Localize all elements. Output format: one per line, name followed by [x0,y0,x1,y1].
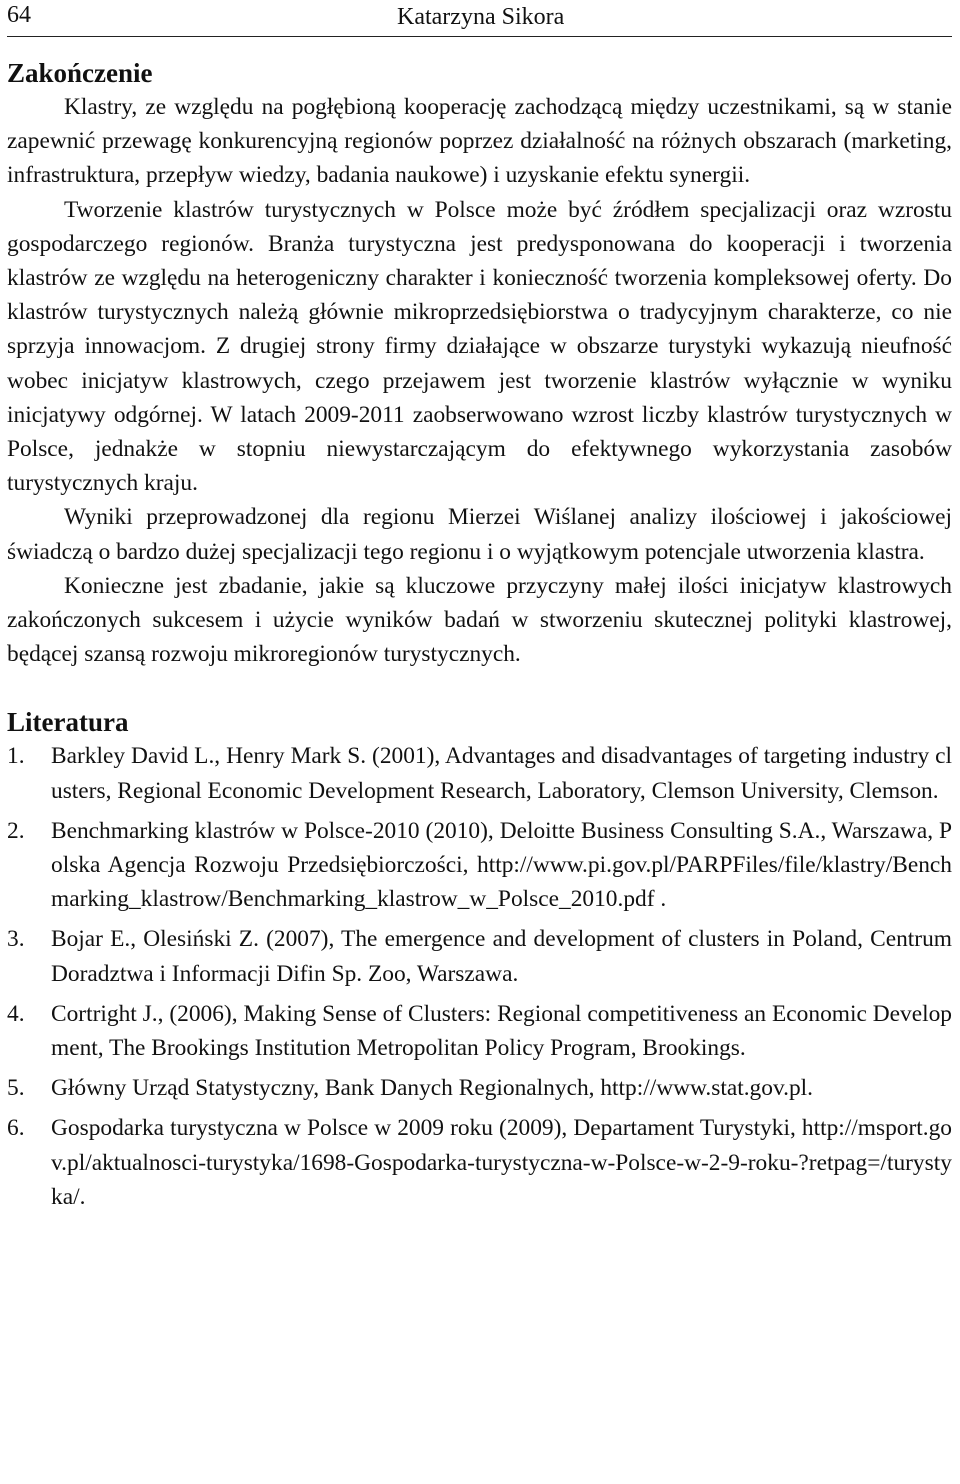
conclusion-section [7,56,952,671]
reference-list [7,739,952,1214]
reference-number: 1. [7,743,25,770]
reference-item [7,1071,952,1105]
conclusion-paragraph: Tworzenie klastrów turystycznych w Polsce może być źródłem specjalizacji oraz wzrostu gospodarczego regionów. Branża turystyczna jest predysponowana do kooperacji i tworzenia klastrów ze względu na heterogeniczny charakter i konieczność tworzenia kompleksowej oferty. Do klastrów turystycznych należą głównie mikroprzedsiębiorstwa o tradycyjnym charakterze, co nie sprzyja innowacjom. Z drugiej strony firmy działające w obszarze turystyki wykazują nieufność wobec inicjatyw klastrowych, czego przejawem jest tworzenie klastrów wyłącznie w wyniku inicjatywy odgórnej. W latach 2009-2011 zaobserwowano wzrost liczby klastrów turystycznych w Polsce, jednakże w stopniu niewystarczającym do efektywnego wykorzystania zasobów turystycznych kraju. [7,196,952,497]
reference-number: 5. [7,1075,25,1102]
reference-text: Gospodarka turystyczna w Polsce w 2009 roku (2009), Departament Turystyki, http://msport.gov.pl/aktualnosci-turystyka/1698-Gospodarka-turystyczna-w-Polsce-w-2-9-roku-?retpag=/turystyka/. [51,1115,952,1210]
running-author: Katarzyna Sikora [397,4,565,30]
page-number: 64 [7,2,31,28]
reference-number: 6. [7,1115,25,1142]
literature-section [7,705,952,1214]
document-page [7,0,952,1220]
reference-text: Główny Urząd Statystyczny, Bank Danych Regionalnych, http://www.stat.gov.pl. [51,1075,814,1102]
reference-number: 4. [7,1000,25,1027]
reference-number: 2. [7,817,25,844]
reference-text: Barkley David L., Henry Mark S. (2001), Advantages and disadvantages of targeting industry clusters, Regional Economic Development Research, Laboratory, Clemson University, Clemson. [51,743,952,804]
running-header [7,0,952,37]
literature-heading: Literatura [7,707,129,738]
reference-item [7,739,952,807]
reference-item [7,922,952,990]
reference-item [7,1111,952,1214]
conclusion-paragraph: Klastry, ze względu na pogłębioną kooperację zachodzącą między uczestnikami, są w stanie zapewnić przewagę konkurencyjną regionów poprzez działalność na różnych obszarach (marketing, infrastruktura, przepływ wiedzy, badania naukowe) i uzyskanie efektu synergii. [7,94,952,189]
conclusion-heading: Zakończenie [7,58,153,88]
reference-item [7,814,952,917]
reference-text: Cortright J., (2006), Making Sense of Clusters: Regional competitiveness an Economic Development, The Brookings Institution Metropolitan Policy Program, Brookings. [51,1000,952,1062]
reference-text: Benchmarking klastrów w Polsce-2010 (2010), Deloitte Business Consulting S.A., Warszawa, Polska Agencja Rozwoju Przedsiębiorczości, http://www.pi.gov.pl/PARPFiles/file/klastry/Benchmarking_klastrow/Benchmarking_klastrow_w_Polsce_2010.pdf . [51,817,952,913]
reference-text: Bojar E., Olesiński Z. (2007), The emergence and development of clusters in Poland, Centrum Doradztwa i Informacji Difin Sp. Zoo, Warszawa. [51,926,952,987]
conclusion-paragraph: Wyniki przeprowadzonej dla regionu Mierzei Wiślanej analizy ilościowej i jakościowej świadczą o bardzo dużej specjalizacji tego regionu i o wyjątkowym potencjale utworzenia klastra. [7,504,952,565]
conclusion-paragraph: Konieczne jest zbadanie, jakie są kluczowe przyczyny małej ilości inicjatyw klastrowych zakończonych sukcesem i użycie wyników badań w stworzeniu skutecznej polityki klastrowej, będącej szansą rozwoju mikroregionów turystycznych. [7,572,952,668]
reference-number: 3. [7,926,25,953]
reference-item [7,997,952,1065]
